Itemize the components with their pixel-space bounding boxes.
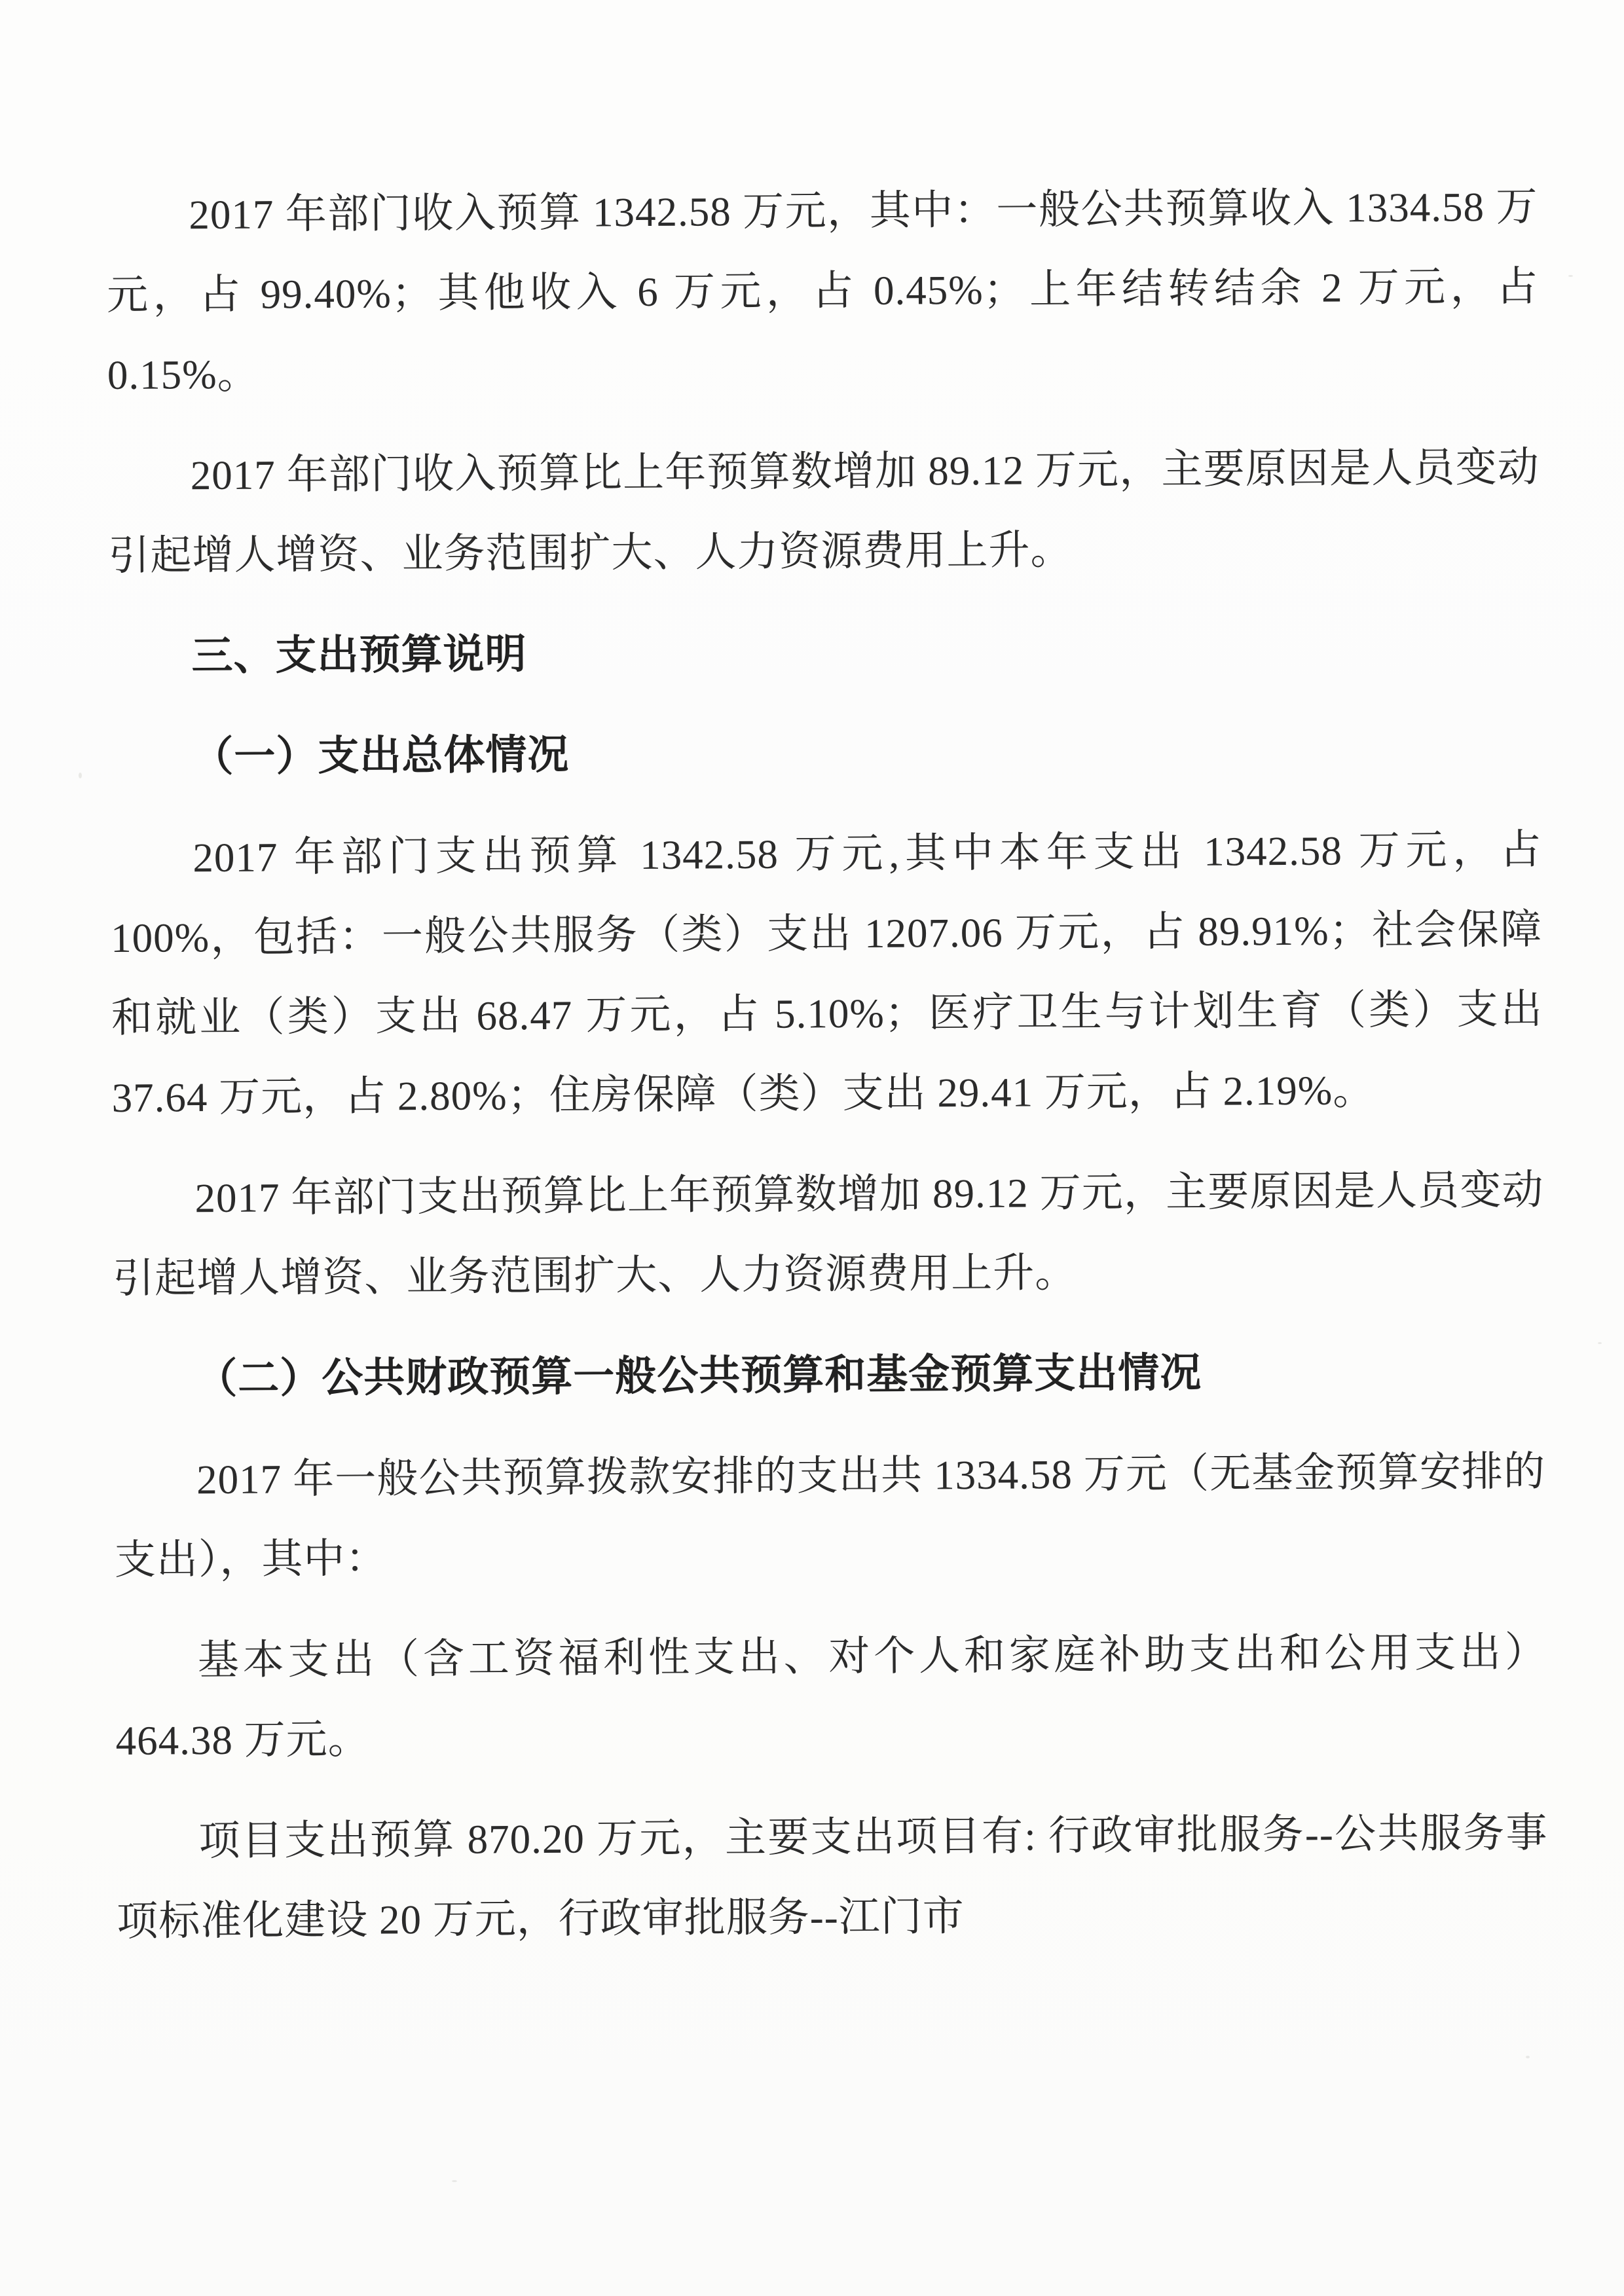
heading-public-finance-budget-expenditure: （二）公共财政预算一般公共预算和基金预算支出情况 [196, 1349, 1202, 1402]
heading-expenditure-budget-explanation: 三、支出预算说明 [191, 631, 527, 680]
scan-speckle [452, 2180, 457, 2182]
para-income-increase-reason: 2017 年部门收入预算比上年预算数增加 89.12 万元，主要原因是人员变动引起增人增资、业务范围扩大、人力资源费用上升。 [108, 444, 1540, 579]
scan-speckle [1598, 1342, 1602, 1344]
scan-speckle [1568, 275, 1573, 277]
para-project-expenditure: 项目支出预算 870.20 万元，主要支出项目有: 行政审批服务--公共服务事项标准化建设 20 万元，行政审批服务--江门市 [117, 1810, 1548, 1944]
para-expenditure-budget-2017: 2017 年部门支出预算 1342.58 万元,其中本年支出 1342.58 万元，占 100%，包括：一般公共服务（类）支出 1207.06 万元，占 89.91%；社会保障和就业（类）支出 68.47 万元，占 5.10%；医疗卫生与计划生育（类）支出 37.64 万元，占 2.80%；住房保障（类）支出 29.41 万元，占 2.19%。 [110, 826, 1543, 1121]
scan-speckle [79, 773, 82, 778]
para-income-budget-2017: 2017 年部门收入预算 1342.58 万元，其中：一般公共预算收入 1334.58 万元，占 99.40%；其他收入 6 万元，占 0.45%；上年结转结余 2 万元，占 0.15%。 [106, 183, 1539, 398]
scan-speckle [1526, 2056, 1530, 2058]
para-expenditure-increase-reason: 2017 年部门支出预算比上年预算数增加 89.12 万元，主要原因是人员变动引起增人增资、业务范围扩大、人力资源费用上升。 [113, 1167, 1544, 1302]
heading-expenditure-overview: （一）支出总体情况 [192, 731, 570, 780]
document-content [106, 167, 1549, 1961]
para-basic-expenditure: 基本支出（含工资福利性支出、对个人和家庭补助支出和公用支出）464.38 万元。 [115, 1629, 1547, 1764]
para-general-public-budget-allocation: 2017 年一般公共预算拨款安排的支出共 1334.58 万元（无基金预算安排的支出），其中： [114, 1448, 1546, 1583]
